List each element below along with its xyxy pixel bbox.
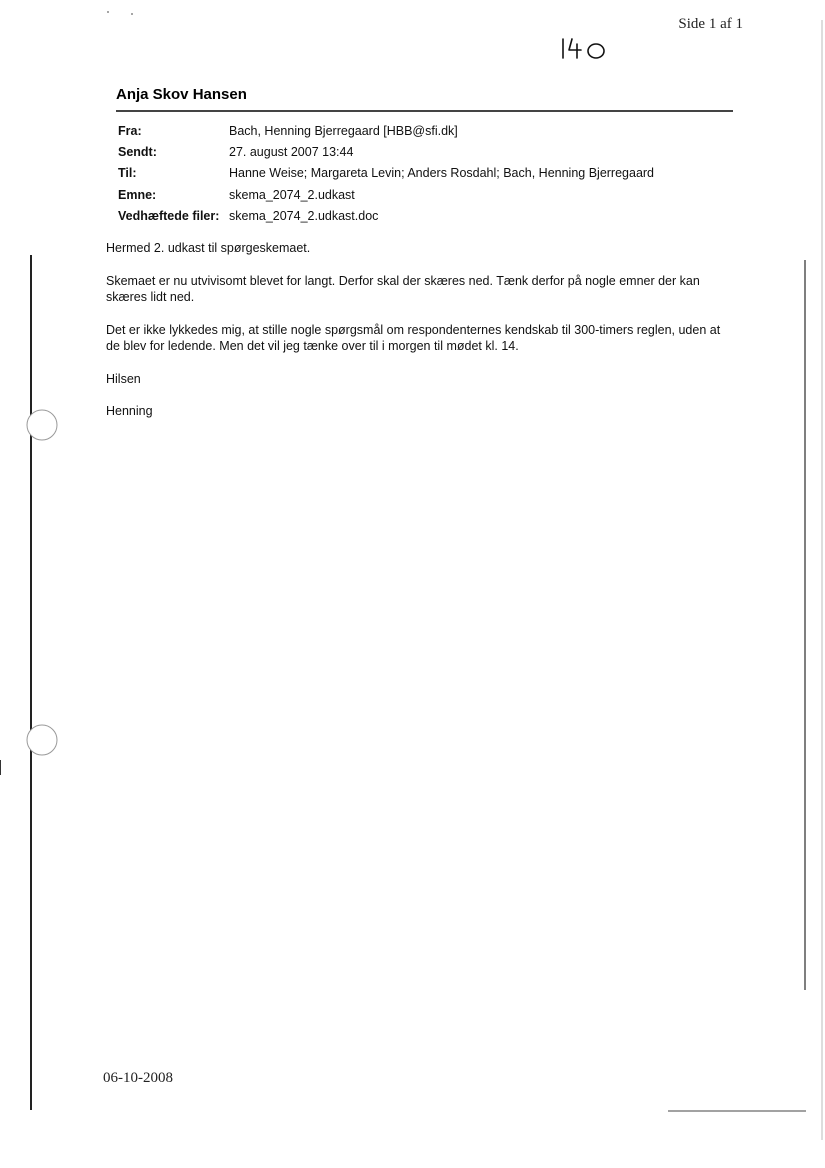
- punch-hole-top: [27, 410, 57, 440]
- attachments-label: Vedhæftede filer:: [118, 209, 220, 224]
- header-row-sent: [118, 141, 654, 162]
- body-paragraph-1: Hermed 2. udkast til spørgeskemaet.: [106, 241, 311, 255]
- subject-label: Emne:: [118, 187, 157, 202]
- sent-label: Sendt:: [118, 145, 157, 160]
- attachments-value: skema_2074_2.udkast.doc: [229, 209, 379, 224]
- email-header-table: [118, 120, 654, 227]
- email-body: [106, 240, 736, 436]
- from-value: Bach, Henning Bjerregaard [HBB@sfi.dk]: [229, 123, 458, 138]
- body-greeting: Hilsen: [106, 371, 141, 386]
- header-row-to: [118, 163, 654, 184]
- to-value: Hanne Weise; Margareta Levin; Anders Rosdahl; Bach, Henning Bjerregaard: [229, 166, 655, 181]
- header-divider: [116, 110, 733, 112]
- page-number: Side 1 af 1: [678, 16, 743, 32]
- handwritten-page-mark: [560, 36, 610, 60]
- sender-name: Anja Skov Hansen: [116, 86, 247, 103]
- sent-value: 27. august 2007 13:44: [229, 145, 354, 160]
- footer-print-date: 06-10-2008: [103, 1070, 173, 1086]
- body-paragraph-2: Skemaet er nu utvivisomt blevet for langt. Derfor skal der skæres ned. Tænk derfor på nogle emner der kan skæres lidt ned.: [106, 273, 700, 304]
- subject-value: skema_2074_2.udkast: [229, 187, 355, 202]
- to-label: Til:: [118, 166, 137, 181]
- header-row-subject: [118, 184, 654, 205]
- from-label: Fra:: [118, 123, 142, 138]
- header-row-from: [118, 120, 654, 141]
- header-row-attachments: [118, 206, 654, 227]
- punch-hole-bottom: [27, 725, 57, 755]
- body-signature: Henning: [106, 404, 153, 418]
- body-paragraph-3: Det er ikke lykkedes mig, at stille nogle spørgsmål om respondenternes kendskab til 300-timers reglen, uden at de blev for ledende. Men det vil jeg tænke over til i morgen til mødet kl. 14.: [106, 322, 721, 353]
